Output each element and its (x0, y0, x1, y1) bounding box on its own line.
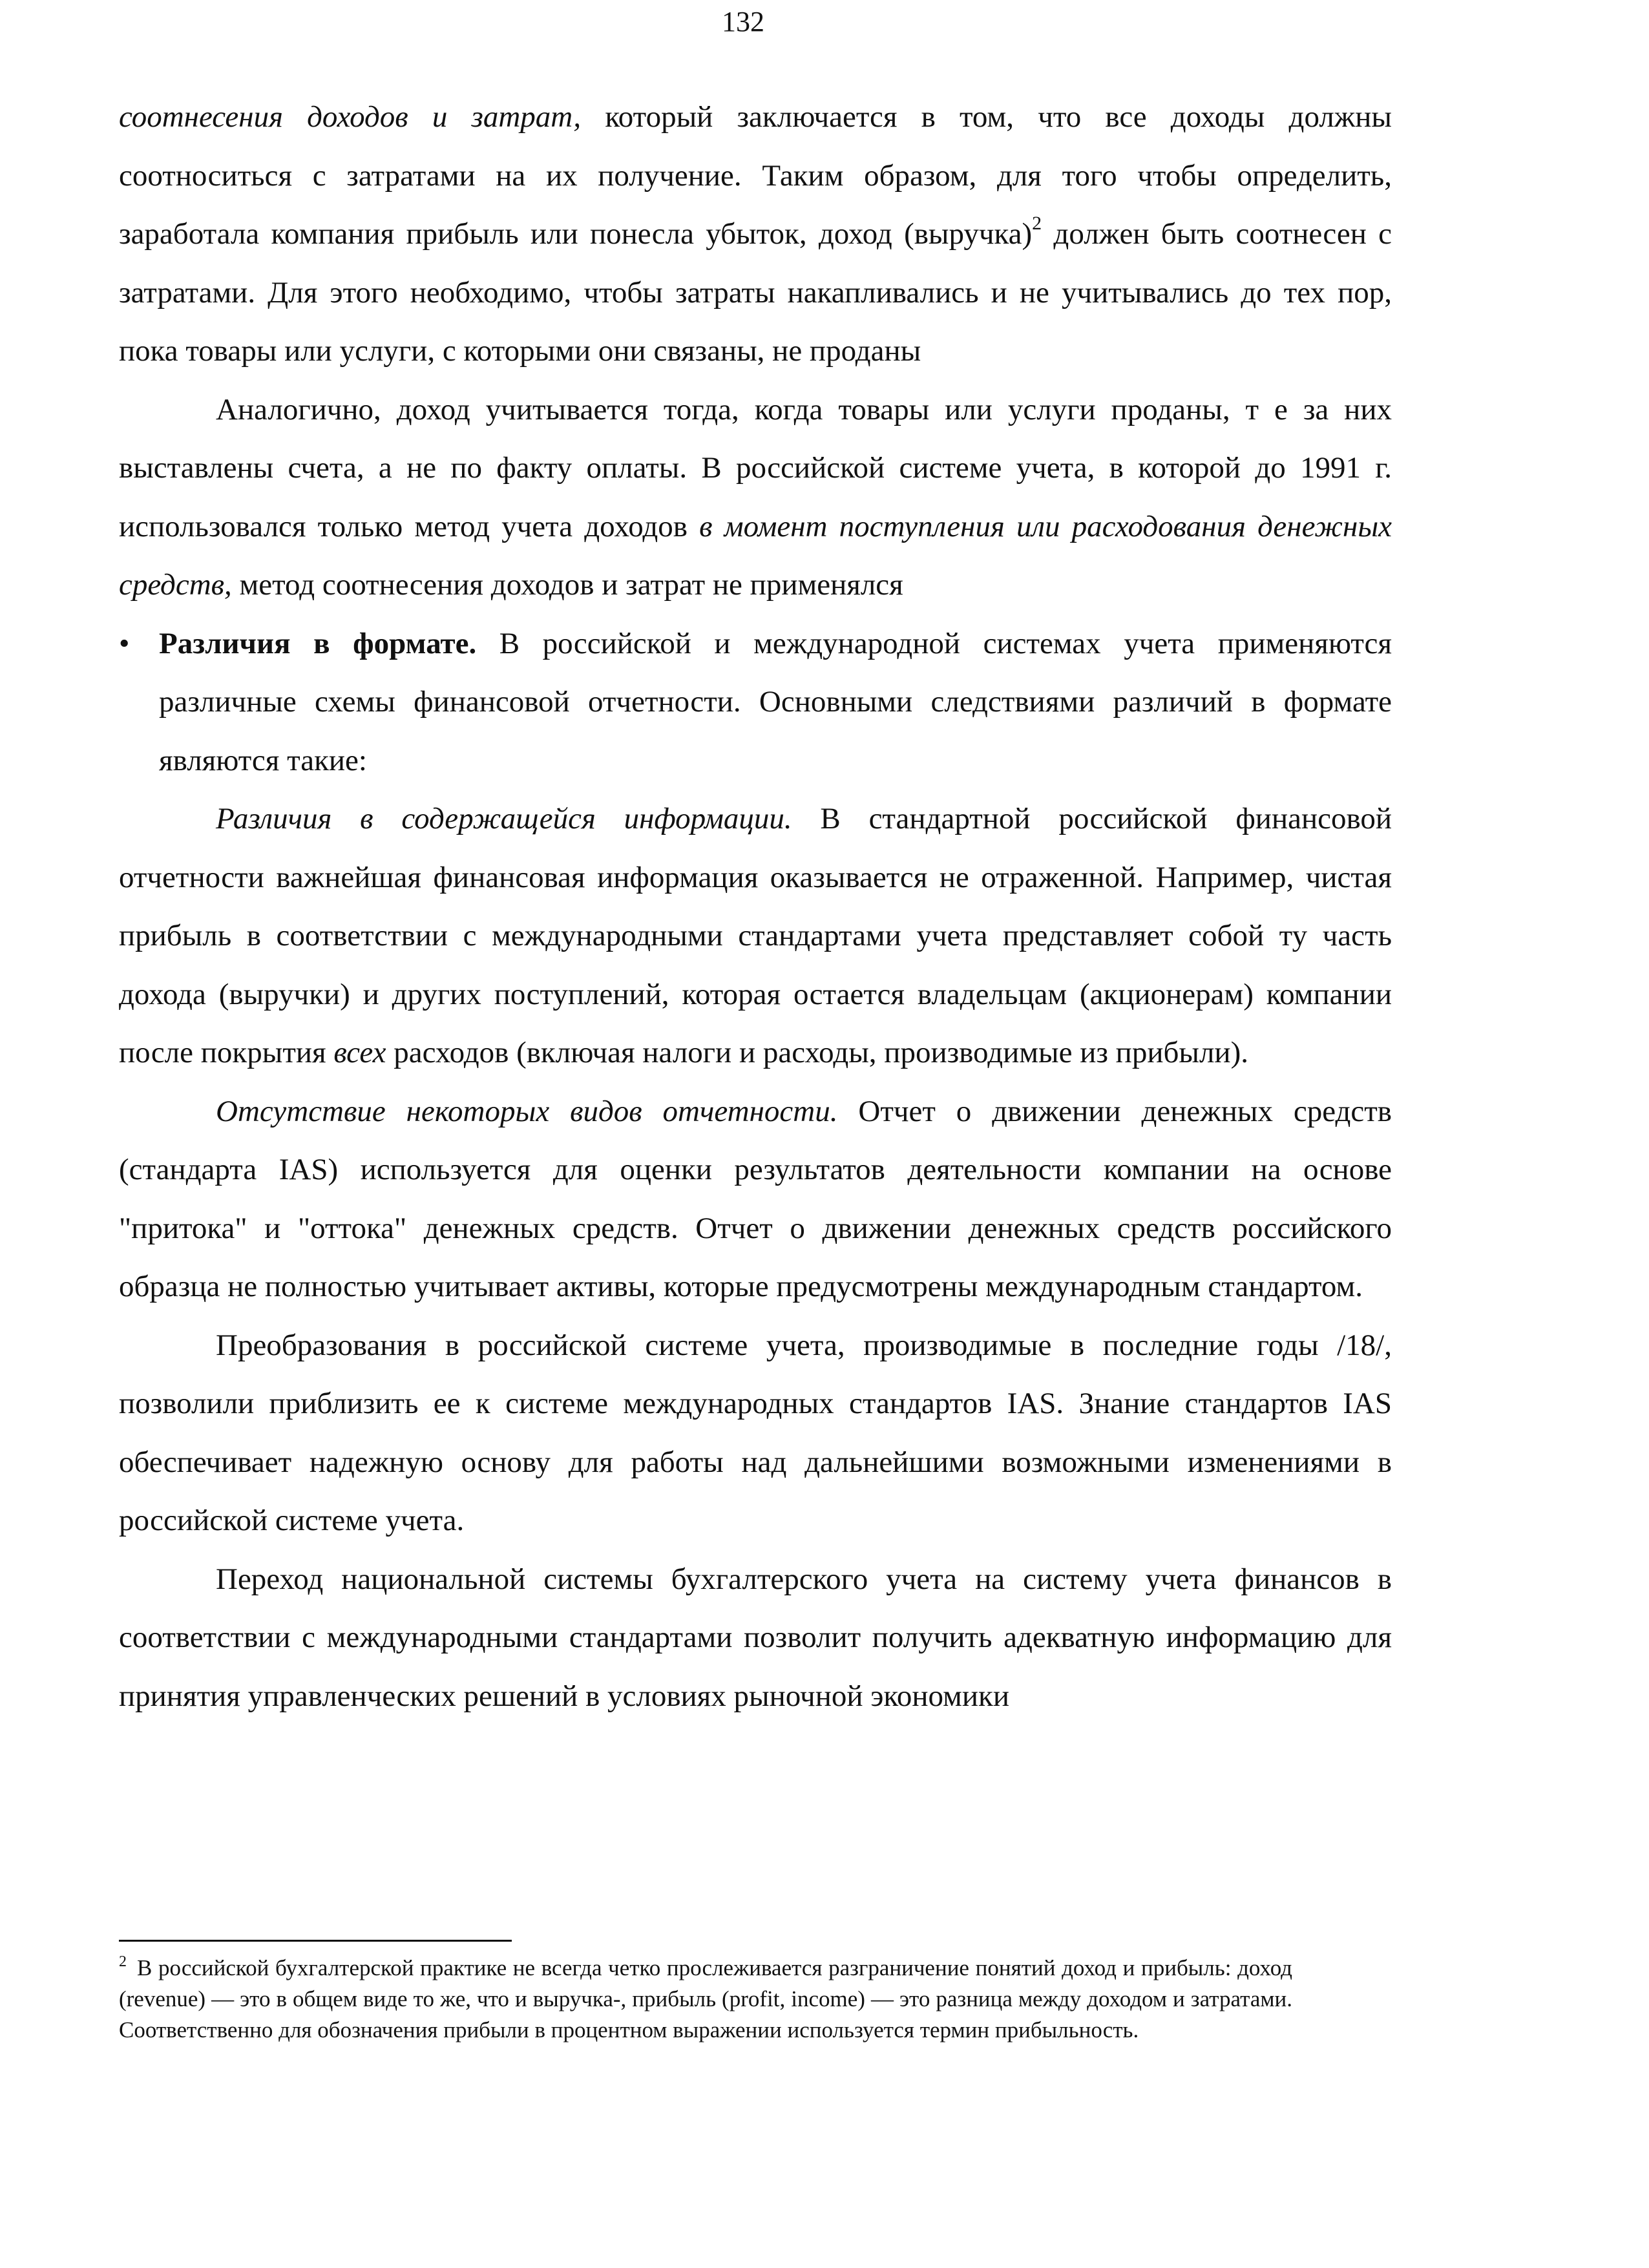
italic-term: Различия в содержащейся информации. (216, 802, 792, 835)
paragraph-information-differences (119, 790, 1392, 1082)
page-number: 132 (722, 6, 764, 37)
footnote-mark: 2 (119, 1953, 127, 1970)
paragraph-text: Переход национальной системы бухгалтерского учета на систему учета финансов в соответствии с международными стандартами позволит получить адекватную информацию для принятия управленческих решений в условиях рыночной экономики (119, 1562, 1392, 1713)
paragraph-text: Аналогично, доход учитывается тогда, когда товары или услуги проданы, т е за них выставлены счета, а не по факту оплаты. В российской системе учета, в которой до 1991 г. использовался только метод учета доходов (119, 392, 1392, 543)
paragraph-text: Преобразования в российской системе учета, производимые в последние годы /18/, позволили приблизить ее к системе международных стандартов IAS. Знание стандартов IAS обеспечивает надежную основу для работы над дальнейшими возможными изменениями в российской системе учета. (119, 1328, 1392, 1537)
bullet-icon: • (119, 626, 130, 660)
bullet-item-format-differences (119, 614, 1392, 790)
paragraph-revenue-recognition (119, 381, 1392, 614)
paragraph-text: Отчет о движении денежных средств (стандарта IAS) используется для оценки результатов деятельности компании на основе "притока" и "оттока" денежных средств. Отчет о движении денежных средств российского образца не полностью учитывает активы, которые предусмотрены международным стандартом. (119, 1094, 1392, 1303)
bold-heading: Различия в формате. (159, 626, 477, 660)
paragraph-reforms (119, 1316, 1392, 1550)
paragraph-missing-reports (119, 1082, 1392, 1316)
footnote-divider (119, 1940, 512, 1942)
paragraph-matching-principle (119, 88, 1392, 381)
italic-term: соотнесения доходов и затрат, (119, 100, 582, 134)
italic-term: в момент поступления или расходования денежных средств, (119, 509, 1392, 602)
paragraph-text: который заключается в том, что все доходы должны соотноситься с затратами на их получение. Таким образом, для того чтобы определить, заработала компания прибыль или понесла убыток, доход (выручка) (119, 100, 1392, 251)
footnote-reference: 2 (1032, 213, 1042, 234)
italic-term: всех (333, 1036, 386, 1069)
footnote (119, 1953, 1292, 2046)
paragraph-text: расходов (включая налоги и расходы, производимые из прибыли). (386, 1036, 1248, 1069)
paragraph-text: должен быть соотнесен с затратами. Для этого необходимо, чтобы затраты накапливались и не учитывались до тех пор, пока товары или услуги, с которыми они связаны, не проданы (119, 217, 1392, 368)
paragraph-text: метод соотнесения доходов и затрат не применялся (231, 568, 903, 602)
italic-term: Отсутствие некоторых видов отчетности. (216, 1094, 838, 1128)
paragraph-text: В российской и международной системах учета применяются различные схемы финансовой отчетности. Основными следствиями различий в формате являются такие: (159, 626, 1392, 777)
body-text (119, 88, 1392, 1725)
paragraph-text: В стандартной российской финансовой отчетности важнейшая финансовая информация оказывается не отраженной. Например, чистая прибыль в соответствии с международными стандартами учета представляет собой ту часть дохода (выручки) и других поступлений, которая остается владельцам (акционерам) компании после покрытия (119, 802, 1392, 1069)
footnote-text: В российской бухгалтерской практике не всегда четко прослеживается разграничение понятий доход и прибыль: доход (revenue) — это в общем виде то же, что и выручка-, прибыль (profit, income) — это разница между доходом и затратами. Соответственно для обозначения прибыли в процентном выражении используется термин прибыльность. (119, 1955, 1292, 2042)
paragraph-transition (119, 1550, 1392, 1726)
